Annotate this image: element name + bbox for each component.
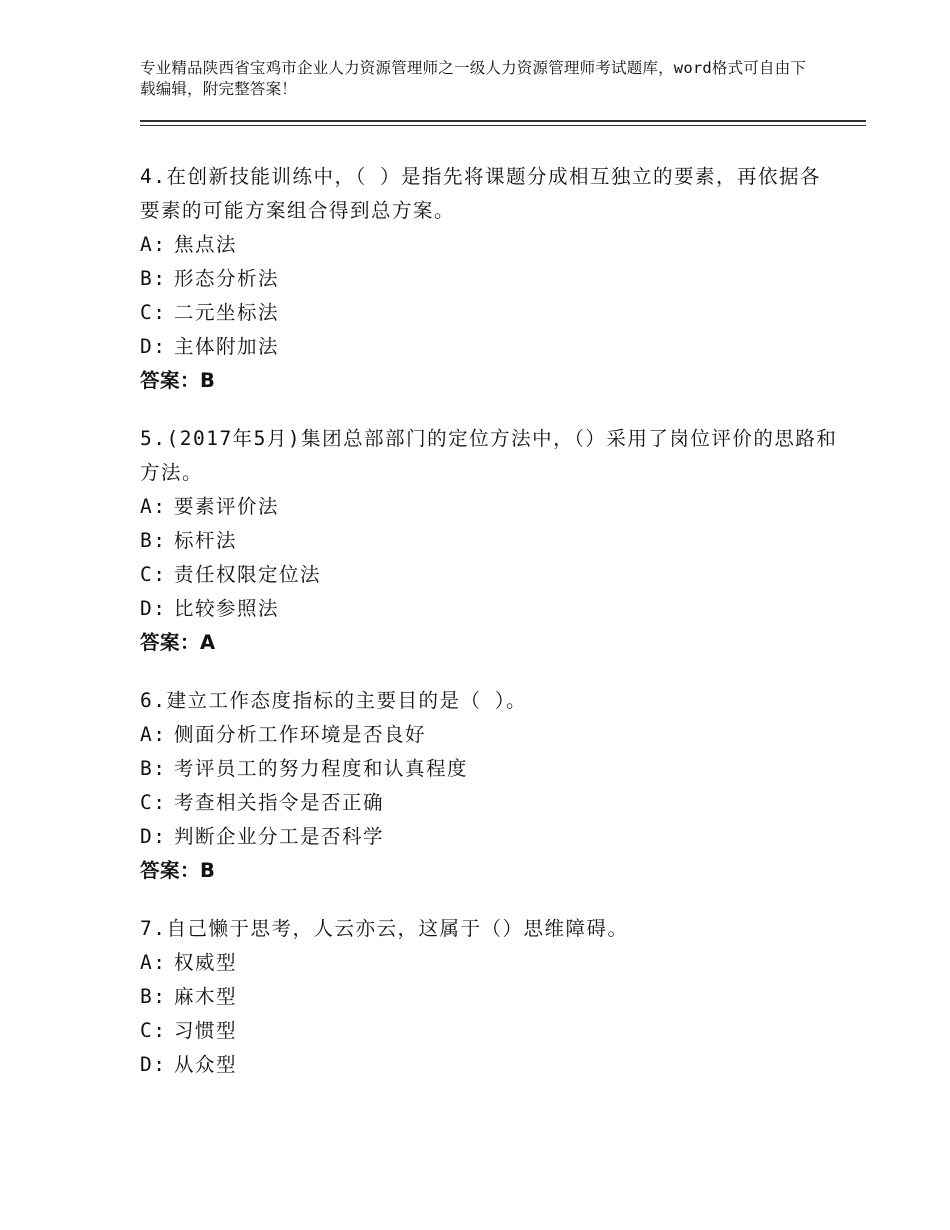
question-5 bbox=[140, 422, 840, 660]
option-key: C: bbox=[140, 1019, 167, 1042]
answer: 答案：A bbox=[140, 631, 216, 654]
option-text: 形态分析法 bbox=[174, 267, 280, 290]
option-a bbox=[140, 490, 840, 524]
option-text: 权威型 bbox=[174, 951, 238, 974]
header-rule-thin bbox=[140, 125, 866, 126]
option-key: A: bbox=[140, 951, 167, 974]
question-4 bbox=[140, 160, 840, 398]
option-c bbox=[140, 558, 840, 592]
option-key: B: bbox=[140, 757, 167, 780]
question-stem: 7.自己懒于思考，人云亦云，这属于（）思维障碍。 bbox=[140, 917, 629, 940]
option-key: D: bbox=[140, 825, 167, 848]
question-6 bbox=[140, 684, 840, 888]
option-key: A: bbox=[140, 495, 167, 518]
option-c bbox=[140, 1014, 840, 1048]
option-text: 责任权限定位法 bbox=[174, 563, 322, 586]
option-b bbox=[140, 752, 840, 786]
option-key: D: bbox=[140, 335, 167, 358]
option-key: C: bbox=[140, 301, 167, 324]
option-text: 二元坐标法 bbox=[174, 301, 280, 324]
option-key: B: bbox=[140, 267, 167, 290]
option-text: 侧面分析工作环境是否良好 bbox=[174, 723, 427, 746]
option-text: 麻木型 bbox=[174, 985, 238, 1008]
option-c bbox=[140, 296, 840, 330]
option-a bbox=[140, 946, 840, 980]
question-stem: 6.建立工作态度指标的主要目的是（ ）。 bbox=[140, 689, 527, 712]
option-text: 要素评价法 bbox=[174, 495, 280, 518]
option-b bbox=[140, 980, 840, 1014]
option-text: 比较参照法 bbox=[174, 597, 280, 620]
option-key: A: bbox=[140, 233, 167, 256]
option-d bbox=[140, 820, 840, 854]
option-a bbox=[140, 228, 840, 262]
option-text: 习惯型 bbox=[174, 1019, 238, 1042]
option-text: 考评员工的努力程度和认真程度 bbox=[174, 757, 469, 780]
option-key: D: bbox=[140, 1053, 167, 1076]
answer: 答案：B bbox=[140, 369, 216, 392]
option-text: 标杆法 bbox=[174, 529, 238, 552]
option-text: 焦点法 bbox=[174, 233, 238, 256]
option-key: C: bbox=[140, 563, 167, 586]
option-key: B: bbox=[140, 529, 167, 552]
question-stem: 5.(2017年5月)集团总部部门的定位方法中，（）采用了岗位评价的思路和方法。 bbox=[140, 427, 838, 484]
question-list bbox=[140, 160, 840, 1106]
option-b bbox=[140, 262, 840, 296]
option-key: D: bbox=[140, 597, 167, 620]
option-text: 判断企业分工是否科学 bbox=[174, 825, 385, 848]
document-header: 专业精品陕西省宝鸡市企业人力资源管理师之一级人力资源管理师考试题库，word格式可自由下载编辑，附完整答案！ bbox=[140, 59, 807, 98]
option-d bbox=[140, 1048, 840, 1082]
answer: 答案：B bbox=[140, 859, 216, 882]
header-rule-thick bbox=[140, 120, 866, 122]
option-d bbox=[140, 330, 840, 364]
option-text: 考查相关指令是否正确 bbox=[174, 791, 385, 814]
option-key: B: bbox=[140, 985, 167, 1008]
option-key: C: bbox=[140, 791, 167, 814]
option-b bbox=[140, 524, 840, 558]
question-stem: 4.在创新技能训练中，（ ）是指先将课题分成相互独立的要素，再依据各要素的可能方案组合得到总方案。 bbox=[140, 165, 821, 222]
option-c bbox=[140, 786, 840, 820]
option-a bbox=[140, 718, 840, 752]
question-7 bbox=[140, 912, 840, 1082]
option-text: 主体附加法 bbox=[174, 335, 280, 358]
option-key: A: bbox=[140, 723, 167, 746]
option-text: 从众型 bbox=[174, 1053, 238, 1076]
option-d bbox=[140, 592, 840, 626]
